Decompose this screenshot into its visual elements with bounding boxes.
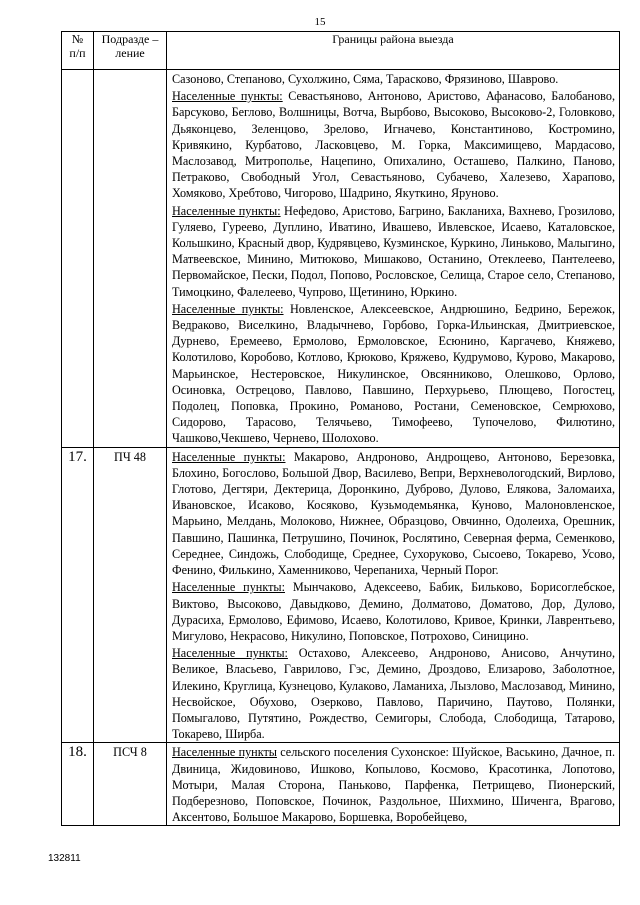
- boundary-text: Нефедово, Аристово, Багрино, Бакланиха, Вахнево, Грозилово, Гуляево, Гуреево, Дуплино, Иватино, Ивашево, Ивлевское, Исаево, Каталовское, Кольшкино, Красный двор, Кудрявцево, Кузминское, Куркино, Линьково, Малыгино, Матвеевское, Минино, Митюково, Мишаково, Останино, Отеклеево, Пантелеево, Первомайское, Пески, Подол, Попово, Рословское, Селища, Старое село, Степаново, Тимоцкино, Фалелеево, Чупрово, Щетинино, Юркино.: [172, 203, 615, 299]
- settlements-label: Населенные пункты: [172, 745, 277, 760]
- header-boundaries: Границы района выезда: [167, 32, 620, 70]
- settlements-label: Населенные пункты:: [172, 449, 286, 464]
- row-number: 17.: [68, 448, 87, 465]
- boundary-block: [172, 744, 615, 825]
- header-number: [62, 32, 94, 70]
- boundary-block: [172, 579, 615, 644]
- cell-boundaries: [167, 743, 620, 826]
- boundary-text: Мынчаково, Адексеево, Бабик, Бильково, Борисоглебское, Виктово, Высоково, Давыдково, Демино, Долматово, Доматово, Дор, Дулово, Дурасиха, Ермолово, Ефимово, Исаево, Колотилово, Кривое, Кринки, Лаврентьево, Мигулово, Некрасово, Никулино, Поповское, Потрохово, Синицино.: [172, 580, 615, 643]
- cell-number-empty: [62, 70, 94, 448]
- table-row-continued: [62, 70, 620, 448]
- cell-boundaries: [167, 70, 620, 448]
- districts-table: [61, 31, 620, 826]
- table-header-row: [62, 32, 620, 70]
- row-number: 18.: [68, 744, 87, 761]
- cell-number: [62, 743, 94, 826]
- page-number: 15: [314, 16, 326, 28]
- boundary-block: [172, 449, 615, 579]
- row-subdivision: ПЧ 48: [114, 449, 146, 464]
- header-subdivision: [94, 32, 167, 70]
- cell-boundaries: [167, 447, 620, 743]
- header-subdivision-line2: ление: [115, 46, 145, 60]
- boundary-text: сельского поселения Сухонское: Шуйское, Васькино, Дачное, п. Двиница, Жидовиново, Ишково, Копылово, Космово, Красотинка, Лопотово, Мотыри, Малая Сторона, Паньково, Парфенка, Петрищево, Пионерский, Подберезново, Поповское, Починок, Раздольное, Шихмино, Шиченга, Врагово, Аксентово, Большое Макарово, Боршевка, Воробейцево,: [172, 745, 615, 825]
- boundary-block: [172, 301, 615, 447]
- boundary-text: Новленское, Алексеевское, Андрюшино, Бедрино, Бережок, Ведраково, Виселкино, Владычнево, Горбово, Горка-Ильинская, Дмитриевское, Дурнево, Еремеево, Ермолово, Ермоловское, Есюнино, Каргачево, Княжево, Колотилово, Коробово, Котлово, Крюково, Кряжево, Кудрумово, Курово, Макарово, Марьинское, Нестеровское, Никулинское, Овсянниково, Олешково, Орлово, Осиновка, Острецово, Павлово, Павшино, Перхурьево, Плющево, Погостец, Подолец, Поповка, Прокино, Романово, Ростани, Семеновское, Семрюхово, Сидорово, Тарасово, Телячьево, Тимофеево, Тупочелово, Филютино, Чашково,Чекшево, Чернево, Шолохово.: [172, 301, 615, 446]
- header-number-line2: п/п: [69, 46, 86, 60]
- cell-subdivision: [94, 743, 167, 826]
- boundary-text: Сазоново, Степаново, Сухолжино, Сяма, Тарасково, Фрязиново, Шаврово.: [172, 72, 559, 86]
- cell-subdivision: [94, 447, 167, 743]
- settlements-label: Населенные пункты:: [172, 580, 285, 595]
- boundary-block: [172, 71, 615, 87]
- header-subdivision-line1: Подразде –: [101, 32, 159, 46]
- settlements-label: Населенные пункты:: [172, 89, 283, 104]
- table-row-18: [62, 743, 620, 826]
- boundary-block: [172, 645, 615, 742]
- table-row-17: [62, 447, 620, 743]
- boundary-block: [172, 88, 615, 201]
- settlements-label: Населенные пункты:: [172, 646, 288, 661]
- boundary-text: Макарово, Андроново, Андрощево, Антоново, Березовка, Блохино, Богослово, Большой Двор, Василево, Вепри, Верхневологодский, Вирлово, Глотово, Дегтяри, Дектерица, Доронкино, Дуброво, Дулово, Елякова, Заломаиха, Ивановское, Исаково, Косяково, Кузьмодемьянка, Куново, Малоновленское, Марьино, Мелдань, Молоково, Нижнее, Образцово, Овчинно, Одолеиха, Орешник, Павшино, Пашинка, Петрушино, Починок, Рослятино, Северная ферма, Семенково, Середнее, Синдожь, Слободище, Среднее, Сухоруково, Сысоево, Токарево, Усово, Фенино, Филькино, Хаменниково, Черепаниха, Черный Порог.: [172, 449, 615, 578]
- settlements-label: Населенные пункты:: [172, 301, 284, 316]
- document-code: 132811: [48, 853, 81, 864]
- cell-number: [62, 447, 94, 743]
- boundary-block: [172, 203, 615, 300]
- row-subdivision: ПСЧ 8: [113, 745, 147, 760]
- cell-subdivision-empty: [94, 70, 167, 448]
- boundary-text: Севастьяново, Антоново, Аристово, Афанасово, Балобаново, Барсуково, Беглово, Волшницы, Вотча, Вырбово, Высоково, Высоково-2, Головково, Дьяконцево, Зеленцово, Зрелово, Игначево, Константиново, Костромино, Кривякино, Курбатово, Ласковцево, М. Горка, Максимищево, Мардасово, Маслозавод, Митрополье, Нацепино, Опихалино, Осташево, Палкино, Паново, Петраково, Свободный Угол, Севастьяново, Субачево, Халезево, Харапово, Хомяково, Хребтово, Чигорово, Шадрино, Якуткино, Яруново.: [172, 89, 615, 201]
- header-number-line1: №: [71, 32, 84, 46]
- settlements-label: Населенные пункты:: [172, 203, 281, 218]
- boundary-text: Остахово, Алексеево, Андроново, Анисово, Анчутино, Великое, Власьево, Гаврилово, Гэс, Демино, Дроздово, Елизарово, Заболотное, Илекино, Круглица, Кузнецово, Кулаково, Ламаниха, Лызлово, Маслозавод, Минино, Несвойское, Обухово, Озерково, Павлово, Паричино, Паутово, Полянки, Помыгалово, Путятино, Рождество, Семигоры, Слобода, Слободища, Татарово, Токарево, Ширба.: [172, 646, 615, 742]
